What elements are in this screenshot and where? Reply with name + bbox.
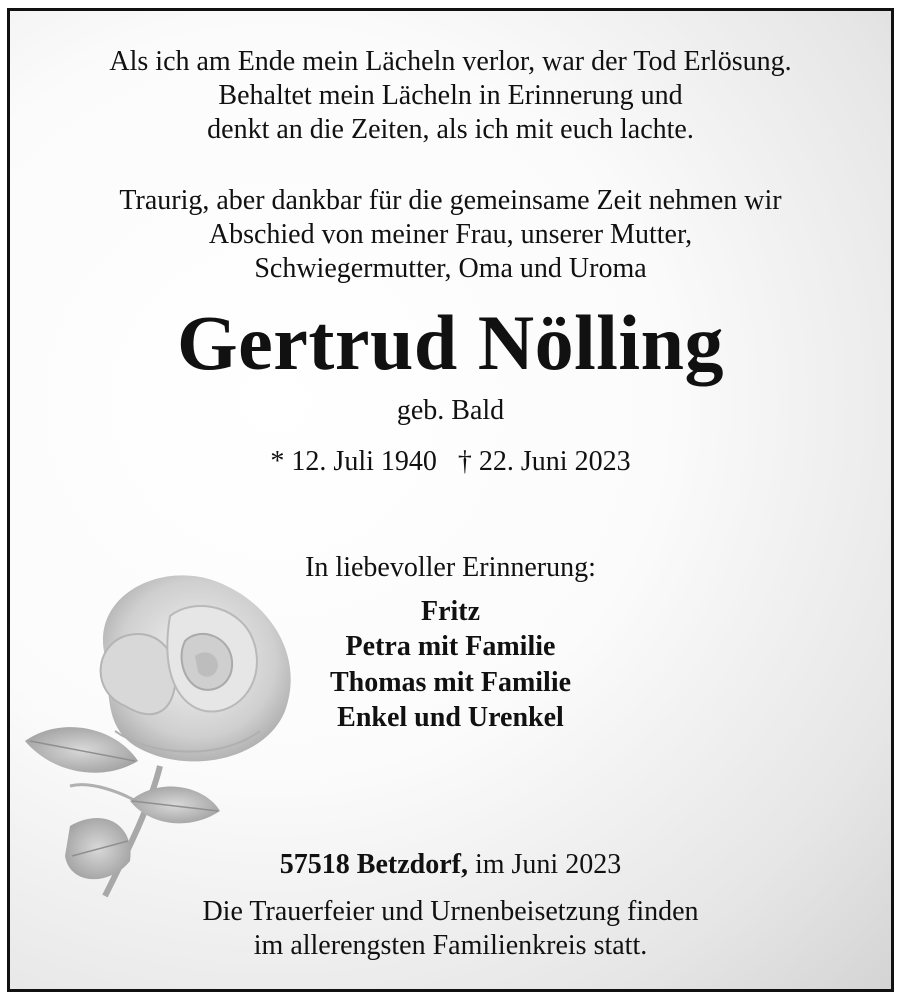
life-dates [10, 445, 891, 479]
month-year: im Juni 2023 [474, 849, 622, 880]
obituary-card [7, 8, 894, 992]
intro-line: Traurig, aber dankbar für die gemeinsame Zeit nehmen wir [119, 185, 782, 216]
poem-line: denkt an die Zeiten, als ich mit euch lachte. [207, 114, 694, 145]
poem-line: Als ich am Ende mein Lächeln verlor, war der Tod Erlösung. [109, 46, 792, 77]
intro-line: Schwiegermutter, Oma und Uroma [254, 253, 647, 284]
mourner-name: Fritz [420, 596, 481, 627]
memory-heading: In liebevoller Erinnerung: [305, 552, 596, 583]
town: 57518 Betzdorf, [279, 849, 468, 880]
mourner-name: Thomas mit Familie [329, 667, 572, 698]
notice-line: Die Trauerfeier und Urnenbeisetzung finden [202, 896, 699, 927]
maiden-name: geb. Bald [396, 395, 505, 426]
mourner-name: Enkel und Urenkel [337, 702, 564, 733]
birth-date: * 12. Juli 1940 [270, 446, 437, 477]
place-date [10, 848, 891, 882]
deceased-name: Gertrud Nölling [177, 299, 724, 386]
poem-line: Behaltet mein Lächeln in Erinnerung und [218, 80, 683, 111]
cross-symbol: † [457, 446, 472, 477]
intro-line: Abschied von meiner Frau, unserer Mutter, [208, 219, 693, 250]
mourner-name: Petra mit Familie [345, 631, 556, 662]
notice-line: im allerengsten Familienkreis statt. [253, 930, 648, 961]
death-date: 22. Juni 2023 [478, 446, 631, 477]
